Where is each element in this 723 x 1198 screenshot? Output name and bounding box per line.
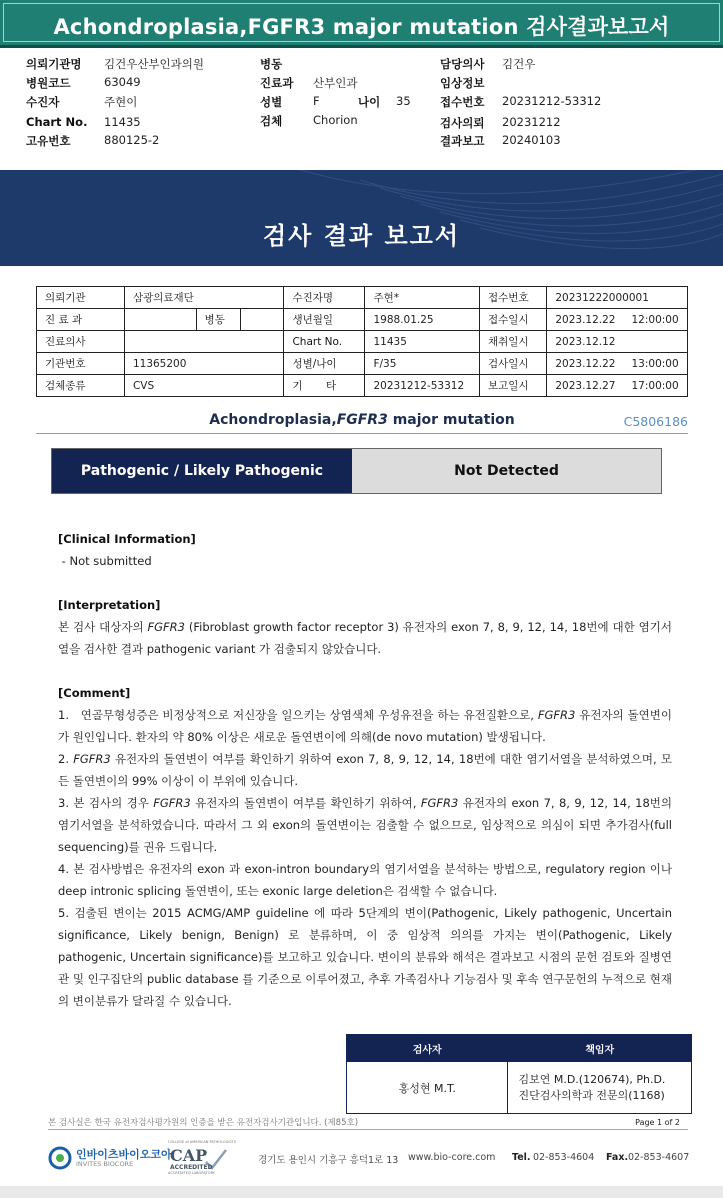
comment-2-gene: FGFR3: [73, 752, 111, 766]
meta-label: 의뢰기관명: [26, 57, 82, 71]
result-box: [51, 448, 662, 523]
report-title: Achondroplasia,FGFR3 major mutation 검사결과보고서: [53, 15, 670, 39]
cell-value: 13:00:00: [623, 353, 687, 375]
cell-label: 성별/나이: [284, 353, 365, 375]
cell-value: CVS: [124, 375, 284, 397]
comment-2: [58, 748, 672, 792]
cell-value: 2023.12.27: [547, 375, 624, 397]
meta-label: 임상정보: [440, 76, 485, 90]
cell-label: 접수일시: [480, 309, 547, 331]
comment-1a: 1. 연골무형성증은 비정상적으로 저신장을 일으키는 상염색체 우성유전을 하는 유전질환으로,: [58, 708, 538, 722]
cell-label: 기 타: [284, 375, 365, 397]
signature-table: [346, 1034, 692, 1114]
banner-title: 검사 결과 보고서: [263, 222, 460, 250]
test-name-b: major mutation: [387, 412, 515, 428]
meta-value: 20231212: [502, 115, 561, 129]
company-website[interactable]: www.bio-core.com: [408, 1152, 496, 1163]
table-row: [37, 353, 688, 375]
meta-value-age: 35: [396, 94, 411, 108]
director-header: 책임자: [508, 1035, 692, 1062]
table-row: [37, 309, 688, 331]
comment-5: 5. 검출된 변이는 2015 ACMG/AMP guideline 에 따라 5단계의 변이(Pathogenic, Likely pathogenic, Uncertain significance, Likely benign, Benign) 로 분류하며, 이 중 임상적 의의를 가지는 변이(Pathogenic, Likely pathogenic, Uncertain significance)를 보고하고 있습니다. 변이의 분류와 해석은 결과보고 시점의 문헌 검토와 질병연관 및 인구집단의 public database 를 기준으로 이루어졌고, 추후 가족검사나 기능검사 및 후속 연구문헌의 누적으로 현재의 변이분류가 달라질 수 있습니다.: [58, 906, 672, 1008]
cap-bottom-text: ACCREDITED LABORATORY: [168, 1171, 215, 1175]
meta-label: 검체: [260, 114, 283, 128]
meta-value: 김건우산부인과의원: [104, 57, 204, 71]
comment-title: [Comment]: [58, 686, 131, 700]
request-meta: [0, 52, 723, 152]
meta-value: 김건우: [502, 57, 536, 71]
comment-1-gene: FGFR3: [537, 708, 576, 722]
fax-label: Fax.: [606, 1152, 629, 1163]
meta-label: 담당의사: [440, 57, 485, 71]
cell-label: 진 료 과: [37, 309, 125, 331]
cell-value: [124, 309, 196, 331]
cell-value: 17:00:00: [623, 375, 687, 397]
interp-b: (Fibroblast growth factor receptor 3) 유전자의 exon 7, 8, 9, 12, 14, 18번에 대한 염기서열을 검사한 결과 pathogenic variant 가 검출되지 않았습니다.: [58, 620, 672, 656]
tel-label: Tel.: [512, 1152, 531, 1163]
cell-value: 삼광의료재단: [124, 287, 284, 309]
cell-label: 생년월일: [284, 309, 365, 331]
tester-header: 검사자: [347, 1035, 508, 1062]
report-footer: [0, 1136, 723, 1182]
comment-4: 4. 본 검사방법은 유전자의 exon 과 exon-intron boundary의 염기서열을 분석하는 방법으로, regulatory region 이나 deep intronic splicing 돌연변이, 또는 exonic large deletion은 검색할 수 없습니다.: [58, 862, 672, 898]
director-name: 김보연 M.D.(120674), Ph.D.: [518, 1072, 666, 1086]
table-row: [37, 331, 688, 353]
cell-value: 12:00:00: [623, 309, 687, 331]
table-row: [37, 375, 688, 397]
cell-label: 기관번호: [37, 353, 125, 375]
cell-value: [124, 331, 284, 353]
result-value: Not Detected: [352, 449, 661, 493]
meta-label: 병동: [260, 57, 283, 71]
director-cell: [508, 1062, 692, 1114]
fax-number: 02-853-4607: [628, 1152, 690, 1163]
cell-value: [241, 309, 284, 331]
meta-value: 주현이: [104, 95, 138, 109]
meta-value: F: [313, 94, 320, 108]
meta-label: 성별: [260, 95, 283, 109]
report-header: [0, 0, 723, 48]
comment-1: [58, 704, 672, 748]
result-label: Pathogenic / Likely Pathogenic variant: [52, 449, 352, 493]
biocore-logo-icon: [48, 1146, 72, 1170]
interp-a: 본 검사 대상자의: [58, 620, 148, 634]
comment-3c: 유전자의 exon 7, 8, 9, 12, 14, 18번의 염기서열을 분석하였습니다. 따라서 그 외 exon의 돌연변이는 검출할 수 없으므로, 임상적으로 의심이 되면 추가검사(full sequencing)를 권유 드립니다.: [58, 796, 672, 854]
cell-value: 주현*: [365, 287, 480, 309]
comment-1b: 유전자의 돌연변이가 원인입니다. 환자의 약 80% 이상은 새로운 돌연변이에 의해(de novo mutation) 발생됩니다.: [58, 708, 672, 744]
company-logo-text: 인바이츠바이오코아: [76, 1148, 172, 1161]
meta-label: 접수번호: [440, 95, 485, 109]
tester-name: 홍성현 M.T.: [347, 1062, 508, 1114]
cell-label: Chart No.: [284, 331, 365, 353]
cell-label: 수진자명: [284, 287, 365, 309]
cell-value: 2023.12.22: [547, 309, 624, 331]
meta-label: 병원코드: [26, 76, 71, 90]
comment-3a: 3. 본 검사의 경우: [58, 796, 154, 810]
company-logo-sub: INVITES BIOCORE: [76, 1160, 134, 1168]
cell-label: 접수번호: [480, 287, 547, 309]
meta-value: Chorion: [313, 113, 358, 127]
cell-value: 2023.12.22: [547, 353, 624, 375]
cell-value: 11435: [365, 331, 480, 353]
comment-3-gene: FGFR3: [153, 796, 191, 810]
page-number: Page 1 of 2: [635, 1118, 680, 1127]
cap-top-text: COLLEGE of AMERICAN PATHOLOGISTS: [168, 1140, 236, 1144]
meta-value: 11435: [104, 115, 141, 129]
test-name-a: Achondroplasia,: [209, 412, 337, 428]
cell-label: 검사일시: [480, 353, 547, 375]
cap-text: CAP: [170, 1146, 208, 1165]
patient-info-table: [36, 286, 688, 397]
company-address: 경기도 용인시 기흥구 흥덕1로 13: [258, 1155, 399, 1166]
meta-value: 63049: [104, 75, 141, 89]
comment-2b: 유전자의 돌연변이 여부를 확인하기 위하여 exon 7, 8, 9, 12, 14, 18번에 대한 염기서열을 분석하였으며, 모든 돌연변이의 99% 이상이 이 부위에 있습니다.: [58, 752, 672, 788]
cell-label: 보고일시: [480, 375, 547, 397]
cell-label: 채취일시: [480, 331, 547, 353]
cell-value: 2023.12.12: [547, 331, 688, 353]
meta-label: 결과보고: [440, 134, 485, 148]
cell-value: F/35: [365, 353, 480, 375]
interp-text: [58, 616, 672, 660]
test-title-row: [36, 412, 688, 434]
report-banner: [0, 170, 723, 266]
test-name-gene: FGFR3: [336, 412, 388, 428]
test-code: C5806186: [623, 414, 688, 429]
page-bottom-bar: [0, 1186, 723, 1198]
clinical-title: [Clinical Information]: [58, 532, 196, 546]
clinical-text: - Not submitted: [58, 554, 152, 568]
meta-value: 산부인과: [313, 76, 358, 90]
cell-value: 1988.01.25: [365, 309, 480, 331]
director-title: 진단검사의학과 전문의(1168): [518, 1088, 665, 1102]
cell-label: 진료의사: [37, 331, 125, 353]
cap-accredited-text: ACCREDITED: [170, 1164, 213, 1171]
cell-label: 의뢰기관: [37, 287, 125, 309]
accreditation-note: [48, 1116, 688, 1130]
comment-3-gene2: FGFR3: [420, 796, 459, 810]
meta-label: 고유번호: [26, 134, 71, 148]
cell-value: 20231212-53312: [365, 375, 480, 397]
meta-label: 검사의뢰: [440, 116, 485, 130]
meta-value: 20231212-53312: [502, 94, 602, 108]
tel-number: 02-853-4604: [533, 1152, 595, 1163]
cell-value: 20231222000001: [547, 287, 688, 309]
accreditation-text: 본 검사실은 한국 유전자검사평가원의 인증을 받은 유전자검사기관입니다. (제85호): [48, 1118, 359, 1128]
meta-value: 20240103: [502, 133, 561, 147]
meta-value: 880125-2: [104, 133, 160, 147]
comment-3: [58, 792, 672, 858]
table-row: [37, 287, 688, 309]
meta-label-age: 나이: [358, 95, 381, 109]
test-name: [36, 412, 688, 428]
meta-label: 진료과: [260, 76, 294, 90]
comment-2a: 2.: [58, 752, 74, 766]
interp-gene: FGFR3: [147, 620, 185, 634]
cell-label: 병동: [196, 309, 241, 331]
meta-label: Chart No.: [26, 115, 88, 129]
cap-accredited-badge: [168, 1140, 236, 1176]
cell-value: 11365200: [124, 353, 284, 375]
cell-label: 검체종류: [37, 375, 125, 397]
comment-3b: 유전자의 돌연변이 여부를 확인하기 위하여,: [190, 796, 421, 810]
interp-title: [Interpretation]: [58, 598, 161, 612]
report-body: [58, 528, 672, 1012]
meta-label: 수진자: [26, 95, 60, 109]
